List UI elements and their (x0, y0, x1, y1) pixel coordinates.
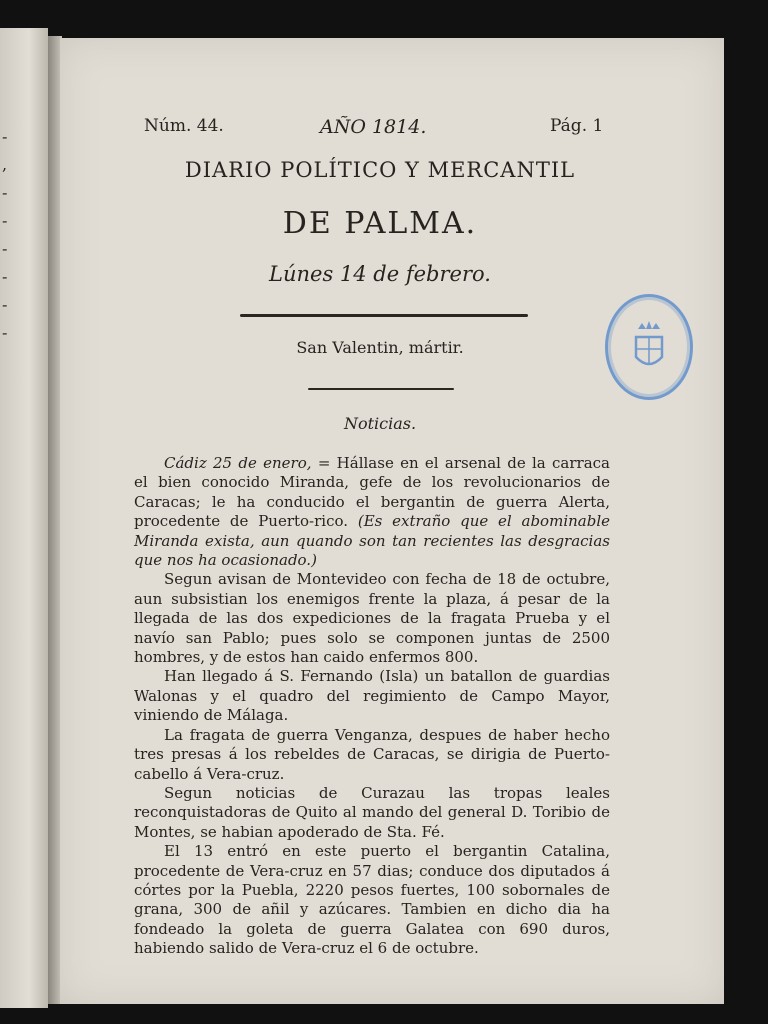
left-page-marks: - , - - - - - - (2, 127, 8, 342)
saint-of-day: San Valentin, mártir. (296, 338, 464, 357)
news-paragraph: Han llegado á S. Fernando (Isla) un batallon de guardias Walonas y el quadro del regimiento de Campo Mayor, viniendo de Málaga. (134, 667, 610, 725)
page-number: Pág. 1 (550, 116, 604, 136)
news-paragraph: La fragata de guerra Venganza, despues de haber hecho tres presas á los rebeldes de Caracas, se dirigia de Puerto-cabello á Vera-cruz. (134, 725, 610, 783)
news-body (134, 454, 610, 959)
masthead-city: DE PALMA. (282, 206, 478, 241)
news-paragraph (134, 454, 610, 570)
news-text: = Hállase en el arsenal de la carraca el bien conocido Miranda, gefe de los revolucionarios de Caracas; le ha conducido el bergantin de guerra Alerta, procedente de Puerto-rico. (134, 454, 610, 531)
library-stamp (605, 294, 693, 400)
divider-rule (240, 314, 528, 317)
dateline: Cádiz 25 de enero, (164, 454, 312, 472)
editorial-comment: (Es extraño que el abominable Miranda exista, aun quando son tan recientes las desgracias que nos ha ocasionado.) (134, 512, 610, 570)
section-title: Noticias. (343, 414, 417, 433)
news-paragraph: Segun avisan de Montevideo con fecha de 18 de octubre, aun subsistian los enemigos frente la plaza, á pesar de la llegada de las dos expediciones de la fragata Prueba y el navío san Pablo; pues solo se componen juntas de 2500 hombres, y de estos han caido enfermos 800. (134, 570, 610, 667)
issue-date: Lúnes 14 de febrero. (269, 262, 491, 286)
issue-number: Núm. 44. (144, 116, 224, 136)
masthead-title: DIARIO POLÍTICO Y MERCANTIL (184, 158, 576, 182)
divider-rule-short (308, 388, 454, 390)
issue-year: AÑO 1814. (320, 116, 427, 138)
newspaper-page (60, 38, 724, 1004)
news-paragraph: El 13 entró en este puerto el bergantin Catalina, procedente de Vera-cruz en 57 dias; conduce dos diputados á córtes por la Puebla, 2220 pesos fuertes, 100 sobornales de grana, 300 de añil y azúcares. Tambien en dicho dia ha fondeado la goleta de guerra Galatea con 690 duros, habiendo salido de Vera-cruz el 6 de octubre. (134, 842, 610, 958)
crest-icon (608, 297, 690, 397)
left-page-edge (0, 28, 48, 1008)
news-paragraph: Segun noticias de Curazau las tropas leales reconquistadoras de Quito al mando del general D. Toribio de Montes, se habian apoderado de Sta. Fé. (134, 783, 610, 841)
